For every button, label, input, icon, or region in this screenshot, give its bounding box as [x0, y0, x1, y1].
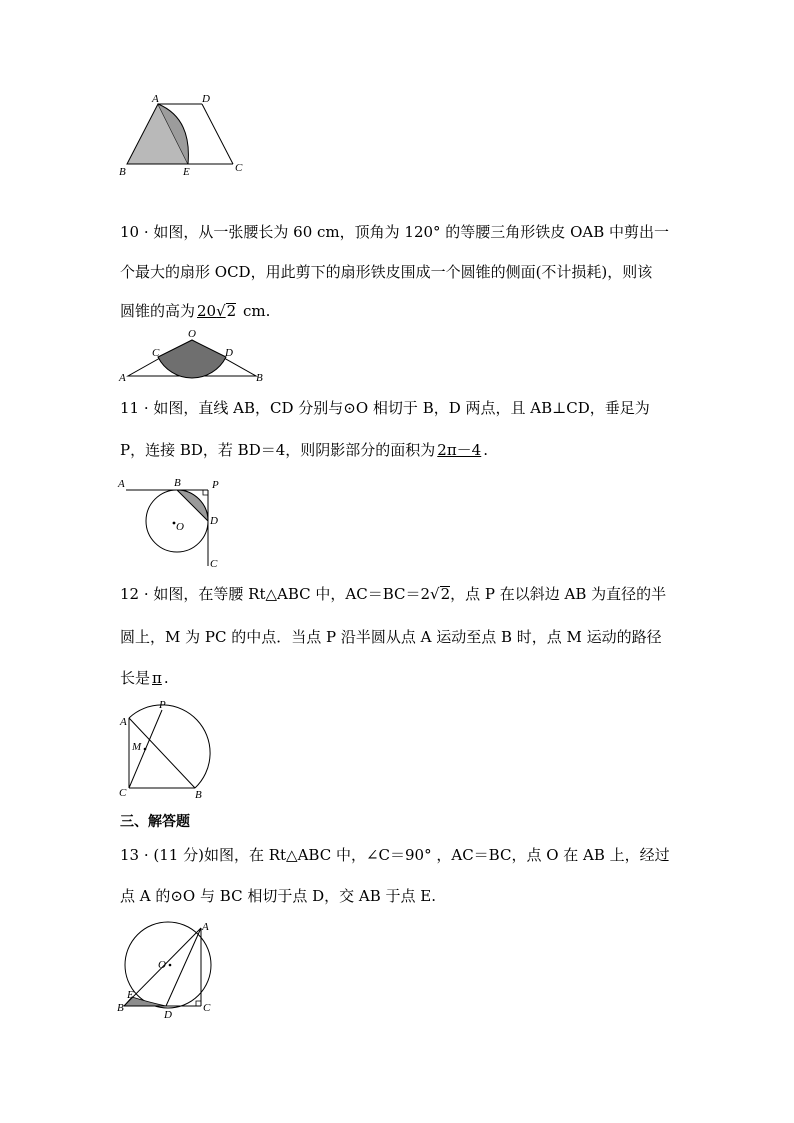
label-c: C [210, 558, 218, 570]
q12-answer: π [152, 669, 162, 687]
q12-line-1-suffix: ，点 P 在以斜边 AB 为直径的半 [450, 585, 667, 603]
q12-line-3-suffix: . [163, 669, 169, 687]
q10-line-3-suffix: cm. [238, 302, 271, 320]
q10-line-3-prefix: 圆锥的高为 [120, 302, 196, 320]
label-d: D [225, 347, 233, 359]
q12-line-1 [120, 584, 680, 604]
q13-line-2: 点 A 的⊙O 与 BC 相切于点 D，交 AB 于点 E. [120, 887, 436, 905]
q10-answer-coef: 20 [197, 302, 217, 320]
sqrt-sign: √ [216, 302, 226, 320]
q11-line-1: 11 · 如图，直线 AB，CD 分别与⊙O 相切于 B，D 两点，且 AB⊥CD，垂足为 [120, 399, 650, 417]
q12-radicand: 2 [440, 585, 451, 603]
q10-answer [195, 302, 238, 320]
figure-q12 [112, 696, 222, 806]
label-o: O [188, 328, 196, 340]
q10-line-1: 10 · 如图，从一张腰长为 60 cm，顶角为 120° 的等腰三角形铁皮 OAB 中剪出一 [120, 223, 669, 241]
q12-line-3-prefix: 长是 [120, 669, 151, 687]
q12-line-1-prefix: 12 · 如图，在等腰 Rt△ABC 中，AC＝BC＝2 [120, 585, 431, 603]
figure-q13 [112, 918, 222, 1028]
label-o: O [176, 521, 184, 533]
label-m: M [132, 741, 142, 753]
label-b: B [195, 789, 202, 801]
q11-line-2 [120, 440, 680, 460]
figure-q11 [112, 474, 232, 574]
q11-line-2-prefix: P，连接 BD，若 BD＝4，则阴影部分的面积为 [120, 441, 436, 459]
label-c: C [203, 1002, 211, 1014]
label-a: A [120, 716, 127, 728]
label-a: A [152, 93, 159, 105]
label-b: B [119, 166, 126, 178]
label-b: B [117, 1002, 124, 1014]
label-c: C [235, 162, 243, 174]
label-c: C [119, 787, 127, 799]
label-e: E [183, 166, 190, 178]
label-b: B [174, 477, 181, 489]
q13-line-1: 13 · (11 分)如图，在 Rt△ABC 中，∠C＝90° ，AC＝BC，点 O 在 AB 上，经过 [120, 846, 670, 864]
label-p: P [212, 479, 219, 491]
q10-line-3 [120, 301, 680, 321]
figure-q9 [110, 92, 250, 182]
label-b: B [256, 372, 263, 384]
q12-line-2: 圆上，M 为 PC 的中点．当点 P 沿半圆从点 A 运动至点 B 时，点 M 运动的路径 [120, 628, 662, 646]
label-e: E [127, 989, 134, 1001]
label-a: A [119, 372, 126, 384]
q10-answer-radicand: 2 [226, 302, 237, 320]
label-p: P [159, 699, 166, 711]
label-d: D [202, 93, 210, 105]
q12-line-3 [120, 668, 680, 688]
label-o: O [158, 959, 166, 971]
figure-q10 [112, 326, 272, 386]
q10-line-2: 个最大的扇形 OCD，用此剪下的扇形铁皮围成一个圆锥的侧面(不计损耗)，则该 [120, 263, 653, 281]
label-a: A [202, 921, 209, 933]
sqrt-sign: √ [430, 585, 440, 603]
label-c: C [152, 347, 160, 359]
label-a: A [118, 478, 125, 490]
label-d: D [210, 515, 218, 527]
q11-answer: 2π－4 [437, 441, 482, 459]
label-d: D [164, 1009, 172, 1021]
section-heading: 三、解答题 [120, 814, 190, 830]
q11-line-2-suffix: . [483, 441, 489, 459]
